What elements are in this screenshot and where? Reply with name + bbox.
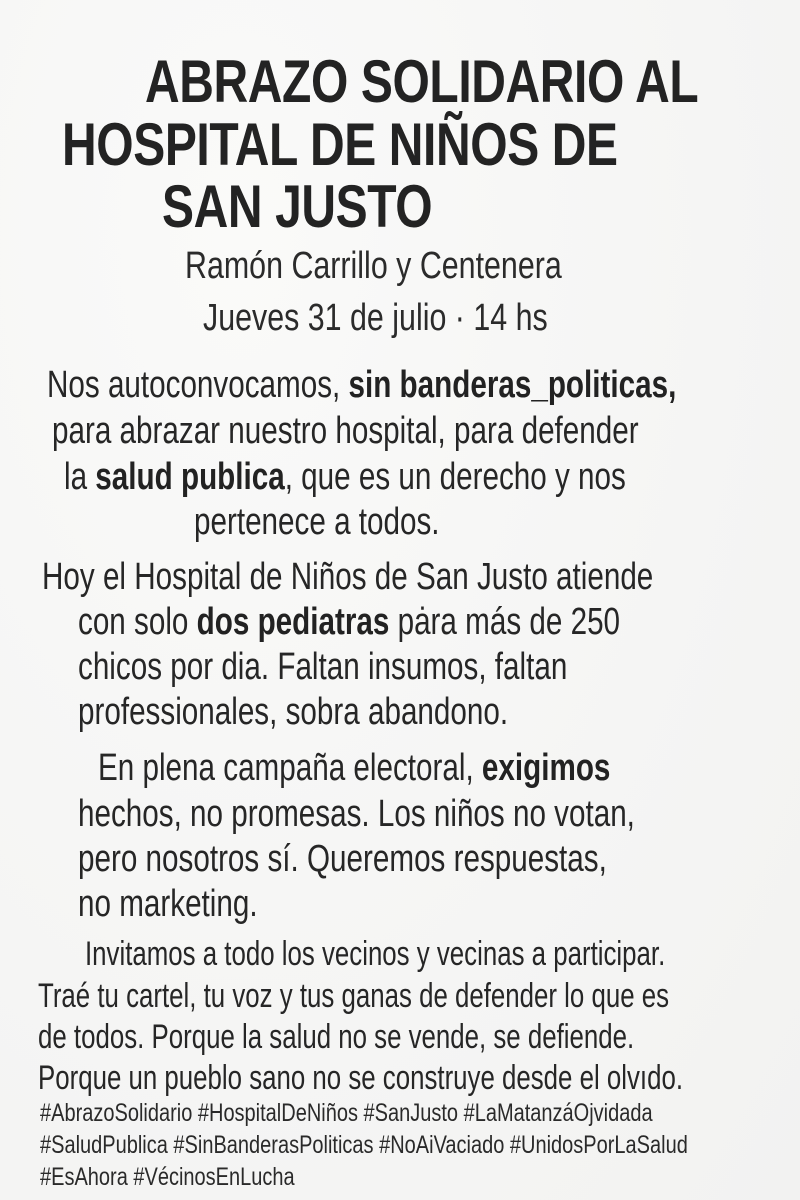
text: , que es un derecho y nos — [284, 456, 626, 498]
emphasis-exigimos: exigimos — [481, 747, 611, 789]
title-line-2: HOSPITAL DE NIÑOS DE — [62, 111, 618, 178]
paragraph-2-line-1: Hoy el Hospital de Niños de San Justo atiende — [42, 556, 654, 598]
hashtags-line-3: #EsAhora #VécinosEnLucha — [40, 1163, 295, 1191]
paragraph-3-line-2: hechos, no promesas. Los niños no votan, — [78, 793, 635, 835]
event-location: Ramón Carrillo y Centenera — [185, 245, 562, 287]
text: Nos autoconvocamos, — [47, 364, 349, 406]
paragraph-1-line-1 — [47, 366, 676, 404]
paragraph-2-line-3: chicos por dia. Faltan insumos, faltan — [78, 646, 568, 688]
hashtags-line-2: #SaludPublica #SinBanderasPoliticas #NoAiVaciado #UnidosPorLaSalud — [40, 1131, 688, 1159]
paragraph-2-line-2 — [78, 603, 620, 641]
title-line-1: ABRAZO SOLIDARIO AL — [145, 48, 699, 115]
paragraph-3-line-3: pero nosotros sí. Queremos respuestas, — [78, 838, 607, 880]
paragraph-3-line-4: no marketing. — [78, 883, 258, 925]
emphasis-sin-banderas: sin banderas_politicas — [348, 364, 669, 406]
paragraph-3-line-1 — [98, 749, 610, 787]
paragraph-4-line-4: Porque un pueblo sano no se construye desde el olvıdo. — [38, 1059, 684, 1097]
text: pȧra más de 250 — [389, 601, 621, 643]
emphasis-salud-publica: salud publica — [95, 456, 285, 498]
event-datetime: Jueves 31 de julio · 14 hs — [203, 297, 548, 339]
title-line-3: SAN JUSTO — [162, 173, 433, 240]
paragraph-4-line-3: de todos. Porque la salud no se vende, se defiende. — [38, 1018, 635, 1056]
paragraph-1-line-2: para abrazar nuestro hospital, para defender — [52, 410, 639, 452]
paragraph-2-line-4: professionales, sobra abandono. — [78, 691, 509, 733]
paragraph-1-line-4: pertenece a todos. — [194, 501, 440, 543]
paragraph-1-line-3 — [64, 458, 626, 496]
paragraph-4-line-2: Traé tu cartel, tu voz y tus ganas de defender lo que es — [38, 977, 670, 1015]
text: con solo — [78, 601, 197, 643]
text: En plena campaña electoral, — [98, 747, 482, 789]
paragraph-4-line-1: Invitamos a todo los vecinos y vecinas a participar. — [85, 935, 666, 973]
text: , — [668, 364, 677, 406]
emphasis-dos-pediatras: dos pediatras — [196, 601, 390, 643]
hashtags-line-1: #AbrazoSolidario #HospitalDeNiños #SanJusto #LaMatanzáOjvidada — [40, 1099, 653, 1127]
text: la — [64, 456, 96, 498]
